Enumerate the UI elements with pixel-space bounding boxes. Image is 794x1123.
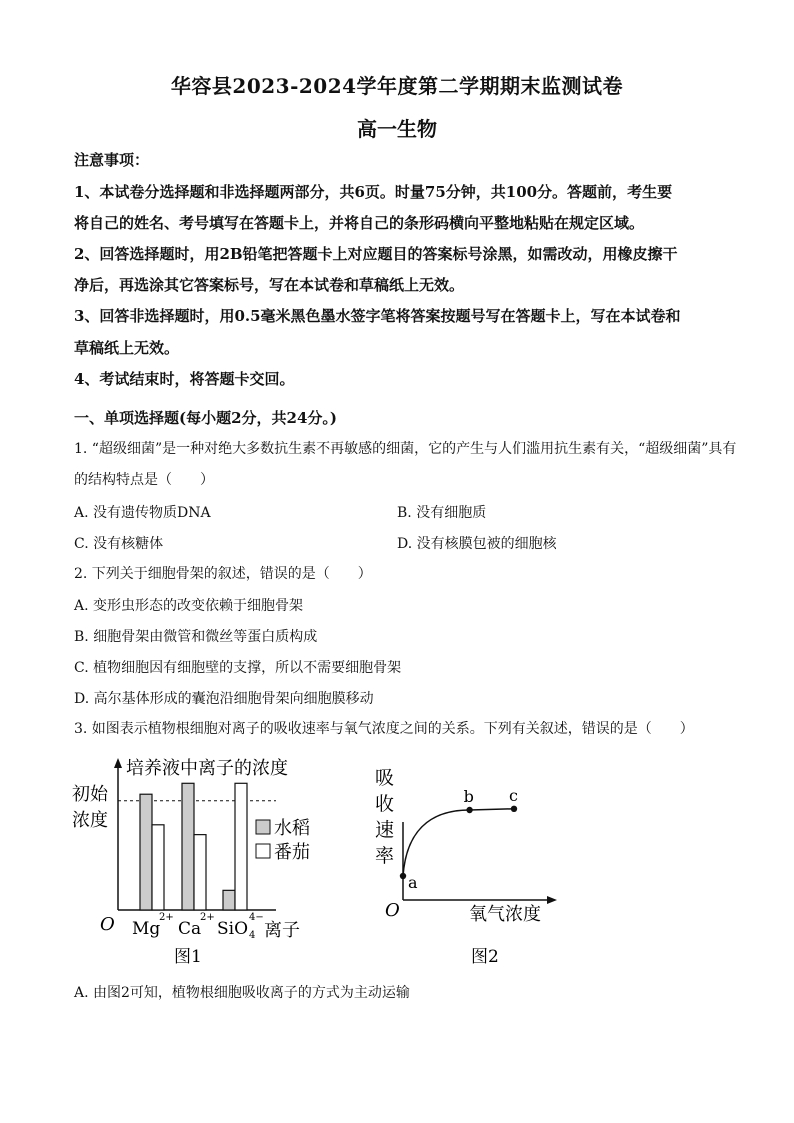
- point-label-a: a: [408, 873, 418, 892]
- y-label-char: 收: [375, 793, 395, 815]
- tick-label-ca-base: Ca: [178, 919, 202, 939]
- point-b: [466, 807, 472, 813]
- point-label-c: c: [509, 785, 518, 805]
- initial-label-2: 浓度: [72, 810, 108, 831]
- point-a: [400, 873, 406, 879]
- question-2-stem: 2. 下列关于细胞骨架的叙述，错误的是（ ）: [74, 566, 372, 582]
- tick-label-sio-sup: 4−: [249, 912, 264, 923]
- bar-sio-rice: [223, 890, 235, 910]
- absorption-curve: [403, 809, 514, 876]
- legend-label-rice: 水稻: [274, 818, 310, 839]
- notice-line: 草稿纸上无效。: [74, 339, 180, 357]
- notice-line: 1、本试卷分选择题和非选择题两部分，共6页。时量75分钟，共100分。答题前，考生要: [74, 183, 673, 201]
- figure-2-caption: 图2: [471, 947, 499, 967]
- q1-option-d: D. 没有核膜包被的细胞核: [397, 536, 557, 552]
- question-3-stem: 3. 如图表示植物根细胞对离子的吸收速率与氧气浓度之间的关系。下列有关叙述，错误的是（ ）: [74, 721, 694, 737]
- q1-option-c: C. 没有核糖体: [74, 536, 164, 552]
- question-1-stem: 1. “超级细菌”是一种对绝大多数抗生素不再敏感的细菌，它的产生与人们滥用抗生素有关，“超级细菌”具有: [74, 441, 737, 457]
- y-label-char: 率: [375, 845, 395, 867]
- bar-ca-tomato: [194, 835, 206, 910]
- q1-option-b: B. 没有细胞质: [397, 505, 487, 521]
- q2-option-b: B. 细胞骨架由微管和微丝等蛋白质构成: [74, 629, 318, 645]
- notice-line: 2、回答选择题时，用2B铅笔把答题卡上对应题目的答案标号涂黑，如需改动，用橡皮擦干: [74, 245, 678, 263]
- bar-mg-rice: [140, 794, 152, 910]
- q2-option-c: C. 植物细胞因有细胞壁的支撑，所以不需要细胞骨架: [74, 660, 402, 676]
- tick-label-ca-sup: 2+: [200, 912, 215, 923]
- bar-ca-rice: [182, 783, 194, 910]
- point-c: [511, 806, 517, 812]
- legend-swatch-tomato: [256, 844, 270, 858]
- tick-label-mg-sup: 2+: [159, 912, 174, 923]
- tick-label-ca: [178, 912, 215, 939]
- bar-mg-tomato: [152, 825, 164, 910]
- initial-label-1: 初始: [72, 784, 108, 805]
- bar-sio-tomato: [235, 783, 247, 910]
- y-label-char: 吸: [375, 767, 395, 789]
- exam-subtitle: 高一生物: [357, 117, 437, 141]
- chart-title: 培养液中离子的浓度: [126, 758, 288, 779]
- question-1-stem-cont: 的结构特点是（ ）: [74, 472, 214, 488]
- notice-line: 将自己的姓名、考号填写在答题卡上，并将自己的条形码横向平整地粘贴在规定区域。: [74, 214, 645, 232]
- x-axis-arrow: [547, 896, 557, 904]
- notice-line: 净后，再选涂其它答案标号，写在本试卷和草稿纸上无效。: [74, 276, 465, 294]
- q1-option-a: A. 没有遗传物质DNA: [74, 505, 211, 521]
- figure-2-line-chart: [365, 752, 565, 972]
- figure-1-bar-chart: [66, 752, 326, 972]
- origin-label: O: [385, 900, 400, 921]
- origin-label: O: [100, 914, 115, 935]
- tick-label-sio: [217, 912, 264, 941]
- notice-heading: 注意事项：: [74, 151, 150, 169]
- y-label-char: 速: [375, 819, 395, 841]
- notice-line: 4、考试结束时，将答题卡交回。: [74, 370, 295, 388]
- y-axis-arrow: [114, 758, 122, 768]
- q2-option-d: D. 高尔基体形成的囊泡沿细胞骨架向细胞膜移动: [74, 691, 374, 707]
- tick-label-mg-base: Mg: [132, 919, 161, 939]
- legend-label-tomato: 番茄: [274, 842, 310, 863]
- figure-1-caption: 图1: [174, 947, 202, 967]
- section-heading: 一、单项选择题(每小题2分，共24分。): [74, 409, 338, 427]
- q2-option-a: A. 变形虫形态的改变依赖于细胞骨架: [74, 598, 304, 614]
- point-label-b: b: [463, 787, 474, 806]
- tick-label-sio-base: SiO: [217, 919, 249, 939]
- q3-option-a: A. 由图2可知，植物根细胞吸收离子的方式为主动运输: [74, 985, 410, 1001]
- x-axis-label: 氧气浓度: [469, 904, 541, 925]
- exam-title: 华容县2023-2024学年度第二学期期末监测试卷: [170, 74, 624, 98]
- legend-swatch-rice: [256, 820, 270, 834]
- tick-label-mg: [132, 912, 174, 939]
- tick-label-sio-sub: 4: [249, 930, 256, 941]
- notice-line: 3、回答非选择题时，用0.5毫米黑色墨水签字笔将答案按题号写在答题卡上，写在本试卷和: [74, 307, 681, 325]
- x-axis-label: 离子: [264, 920, 300, 941]
